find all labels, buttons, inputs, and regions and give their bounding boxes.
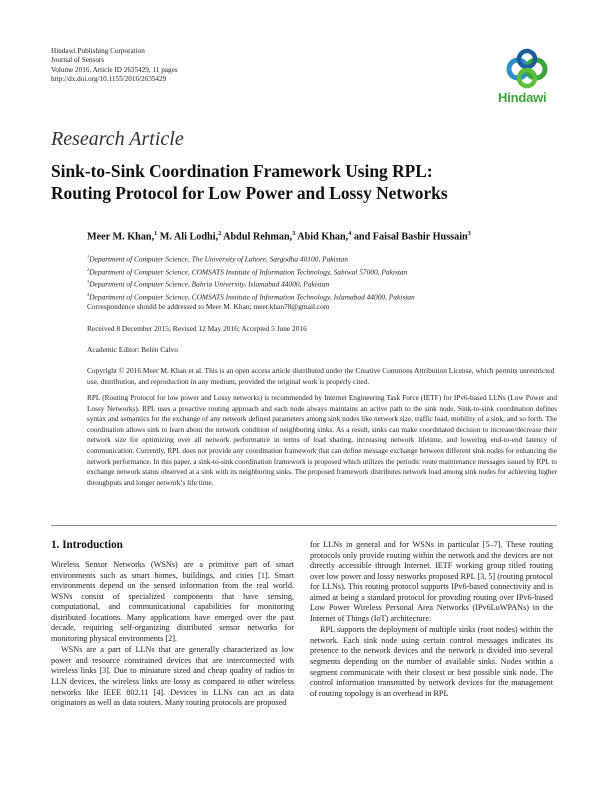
author: M. Ali Lodhi, [159, 231, 219, 243]
author: Meer M. Khan, [87, 231, 155, 243]
affiliation-sup: 4 [87, 292, 90, 298]
doi-link[interactable]: http://dx.doi.org/10.1155/2016/2635429 [51, 75, 167, 84]
affiliation [87, 265, 415, 278]
affiliation-sup: 3 [87, 279, 90, 285]
author: and Faisal Bashir Hussain [353, 231, 468, 243]
author-sup: 4 [348, 231, 352, 237]
affiliation [87, 290, 415, 303]
author-sup: 3 [467, 231, 471, 237]
journal-name: Journal of Sensors [51, 56, 105, 65]
paragraph: for LLNs in general and for WSNs in particular [5–7]. These routing protocols only provide routing within the network and the devices are not directly accessible through Internet. IETF working group titled routing over low power and lossy networks proposed RPL [3, 5] (routing protocol for LLNs). This routing protocol supports IPv6-based connectivity and is aimed at being a standard protocol for providing routing over IPv6-based Low Power Wireless Personal Area Networks (IPv6LoWPANs) in the Internet of Things (IoT) architecture. [310, 540, 553, 623]
author: Abdul Rehman, [223, 231, 293, 243]
paper-title [51, 161, 448, 204]
affiliation-text: Department of Computer Science, Bahria University, Islamabad 44000, Pakistan [89, 279, 330, 289]
section-heading: 1. Introduction [51, 539, 123, 551]
abstract: RPL (Routing Protocol for low power and Lossy networks) is recommended by Internet Engineering Task Force (IETF) for IPv6-based LLNs (Low Power and Lossy Networks). RPL uses a proactive routing approach and each node always maintains an active path to the sink node. Sink-to-sink coordination defines syntax and semantics for the exchange of any network defined parameters among sink nodes like network size, traffic load, mobility of a sink, and so forth. The coordination allows sink to learn about the network condition of neighboring sinks. As a result, sinks can make coordinated decision to increase/decrease their network size for optimizing over all network performance in terms of load sharing, increasing network lifetime, and lowering end-to-end latency of communication. Currently, RPL does not provide any coordination framework that can define message exchange between different sink nodes for enhancing the network performance. In this paper, a sink-to-sink coordination framework is proposed which utilizes the periodic route maintenance messages issued by RPL to exchange network status observed at a sink with its neighboring sinks. The proposed framework distributes network load among sink nodes for achieving higher throughputs and longer network’s life time. [87, 393, 557, 487]
publisher: Hindawi Publishing Corporation [51, 47, 145, 55]
received-dates: Received 8 December 2015; Revised 12 May 2016; Accepted 5 June 2016 [87, 324, 307, 333]
paragraph: WSNs are a part of LLNs that are generally characterized as low power and resource constrained devices that are interconnected with wireless links [3]. Due to miniature sized and cheap quality of radios in LLN devices, the wireless links are lossy as compared to other wireless networks like IEEE 802.11 [4]. Devices in LLNs can act as data originators as well as data routers. Many routing protocols are proposed [51, 645, 294, 708]
academic-editor: Academic Editor: Belén Calvo [87, 345, 178, 354]
author-sup: 3 [292, 231, 296, 237]
affiliations [87, 252, 415, 303]
article-type: Research Article [51, 128, 184, 150]
copyright-notice: Copyright © 2016 Meer M. Khan et al. This is an open access article distributed under the Creative Commons Attribution License, which permits unrestricted use, distribution, and reproduction in any medium, provided the original work is properly cited. [87, 366, 555, 386]
paragraph: Wireless Sensor Networks (WSNs) are a primitive part of smart environments such as smart homes, buildings, and cities [1]. Smart environments depend on the sensed information from the real world. WSNs consist of specialized components that have sensing, computational, and communicational capabilities for monitoring distributed locations. Many applications have emerged over the past decade, requiring self-organizing distributed sensor networks for monitoring physical environments [2]. [51, 560, 294, 643]
right-column [310, 540, 553, 699]
divider [51, 525, 557, 526]
affiliation-text: Department of Computer Science, COMSATS Institute of Information Technology, Islamabad 44000, Pakistan [89, 292, 415, 302]
journal-header [51, 47, 178, 85]
volume-info: Volume 2016, Article ID 2635429, 11 pages [51, 65, 178, 74]
paragraph: RPL supports the deployment of multiple sinks (root nodes) within the network. Each sink node using certain control messages indicates its presence to the network devices and the network is divided into several segments depending on the number of available sinks. Nodes within a segment communicate with their closest or best possible sink node. The control information transmitted by network devices for the management of routing topology is an overhead in RPL [310, 625, 553, 698]
title-line-1: Sink-to-Sink Coordination Framework Using RPL: [51, 161, 433, 181]
affiliation [87, 252, 415, 265]
author: Abid Khan, [297, 231, 349, 243]
author-sup: 1 [154, 231, 158, 237]
affiliation-sup: 2 [87, 266, 90, 272]
author-sup: 2 [218, 231, 222, 237]
affiliation [87, 277, 415, 290]
hindawi-logo-text: Hindawi [498, 90, 547, 105]
affiliation-text: Department of Computer Science, COMSATS Institute of Information Technology, Sahiwal 57000, Pakistan [89, 267, 408, 277]
title-line-2: Routing Protocol for Low Power and Lossy Networks [51, 182, 448, 203]
left-column [51, 560, 294, 709]
affiliation-text: Department of Computer Science, The University of Lahore, Sargodha 40100, Pakistan [89, 254, 348, 264]
author-list [87, 231, 471, 242]
correspondence: Correspondence should be addressed to Meer M. Khan; meer.khan78@gmail.com [87, 302, 330, 311]
affiliation-sup: 1 [87, 254, 90, 259]
